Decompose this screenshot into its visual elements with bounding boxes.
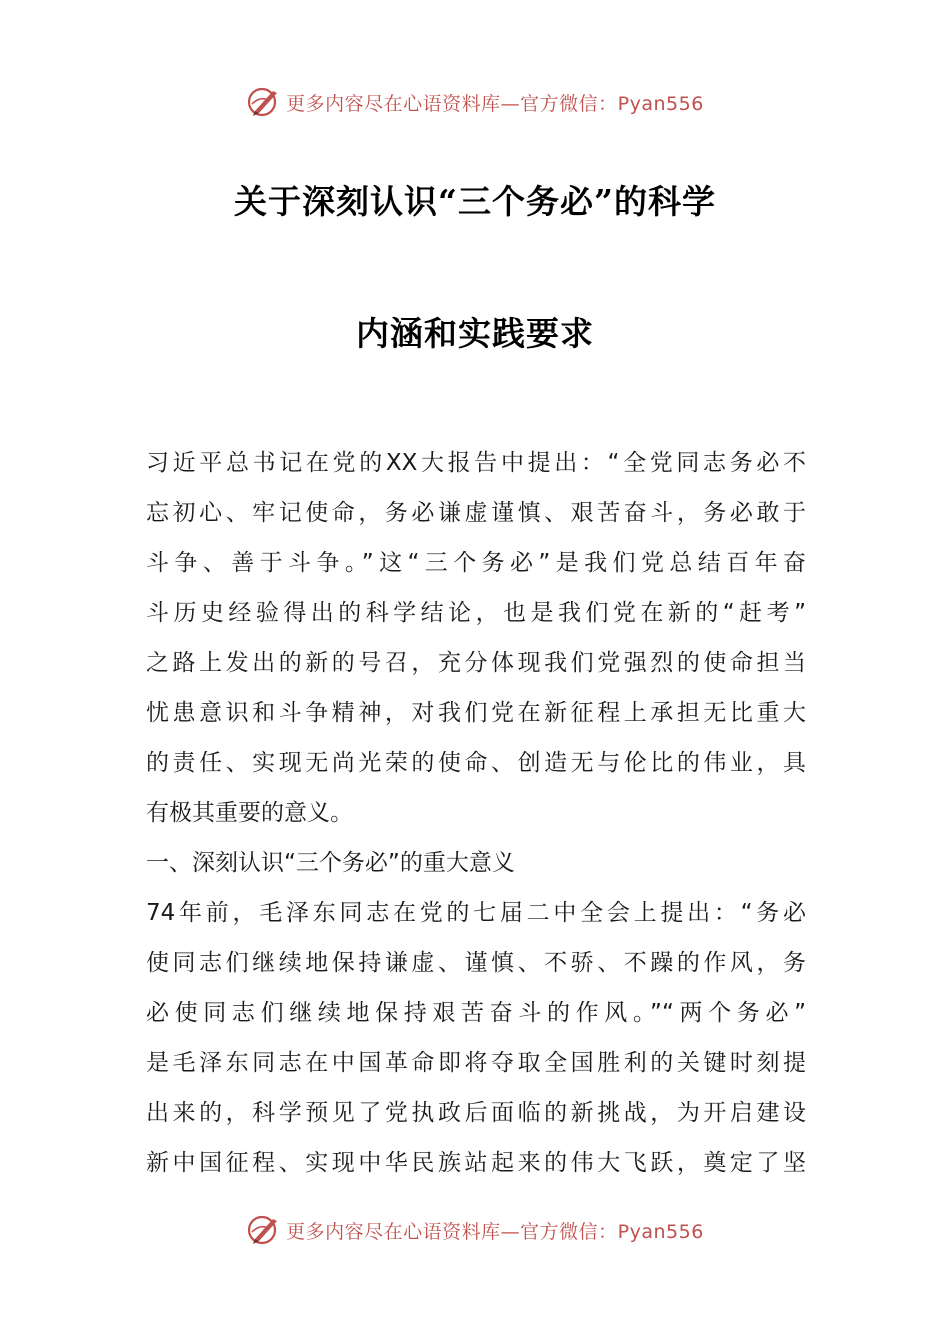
- watermark-text: 更多内容尽在心语资料库—官方微信：Pyan556: [286, 92, 704, 115]
- body-line: 是毛泽东同志在中国革命即将夺取全国胜利的关键时刻提: [146, 1050, 806, 1076]
- body-line: 之路上发出的新的号召，充分体现我们党强烈的使命担当: [146, 650, 806, 676]
- body-line: 74年前，毛泽东同志在党的七届二中全会上提出：“务必: [146, 900, 806, 926]
- body-line: 忘初心、牢记使命，务必谦虚谨慎、艰苦奋斗，务必敢于: [146, 500, 806, 526]
- watermark-text: 更多内容尽在心语资料库—官方微信：Pyan556: [286, 1220, 704, 1243]
- pen-logo-icon: [246, 1212, 282, 1248]
- document-title-line-2: 内涵和实践要求: [356, 314, 594, 353]
- body-line: 斗历史经验得出的科学结论，也是我们党在新的“赶考”: [146, 600, 806, 626]
- body-line: 新中国征程、实现中华民族站起来的伟大飞跃，奠定了坚: [146, 1150, 806, 1176]
- body-line: 的责任、实现无尚光荣的使命、创造无与伦比的伟业，具: [146, 750, 806, 776]
- pen-logo-icon: [246, 84, 282, 120]
- body-line: 有极其重要的意义。: [146, 800, 353, 826]
- watermark-id: Pyan556: [617, 92, 704, 115]
- watermark-header: [0, 82, 950, 122]
- body-line: 使同志们继续地保持谦虚、谨慎、不骄、不躁的作风，务: [146, 950, 806, 976]
- body-line: 一、深刻认识“三个务必”的重大意义: [146, 850, 515, 876]
- body-line: 忧患意识和斗争精神，对我们党在新征程上承担无比重大: [146, 700, 806, 726]
- body-line: 斗争、善于斗争。”这“三个务必”是我们党总结百年奋: [146, 550, 806, 576]
- body-line: 习近平总书记在党的XX大报告中提出：“全党同志务必不: [146, 450, 806, 476]
- watermark-id: Pyan556: [617, 1220, 704, 1243]
- body-line: 出来的，科学预见了党执政后面临的新挑战，为开启建设: [146, 1100, 806, 1126]
- body-line: 必使同志们继续地保持艰苦奋斗的作风。”“两个务必”: [146, 1000, 806, 1026]
- document-title-line-1: 关于深刻认识“三个务必”的科学: [234, 182, 716, 221]
- watermark-footer: [0, 1210, 950, 1250]
- document-body: [146, 438, 806, 1188]
